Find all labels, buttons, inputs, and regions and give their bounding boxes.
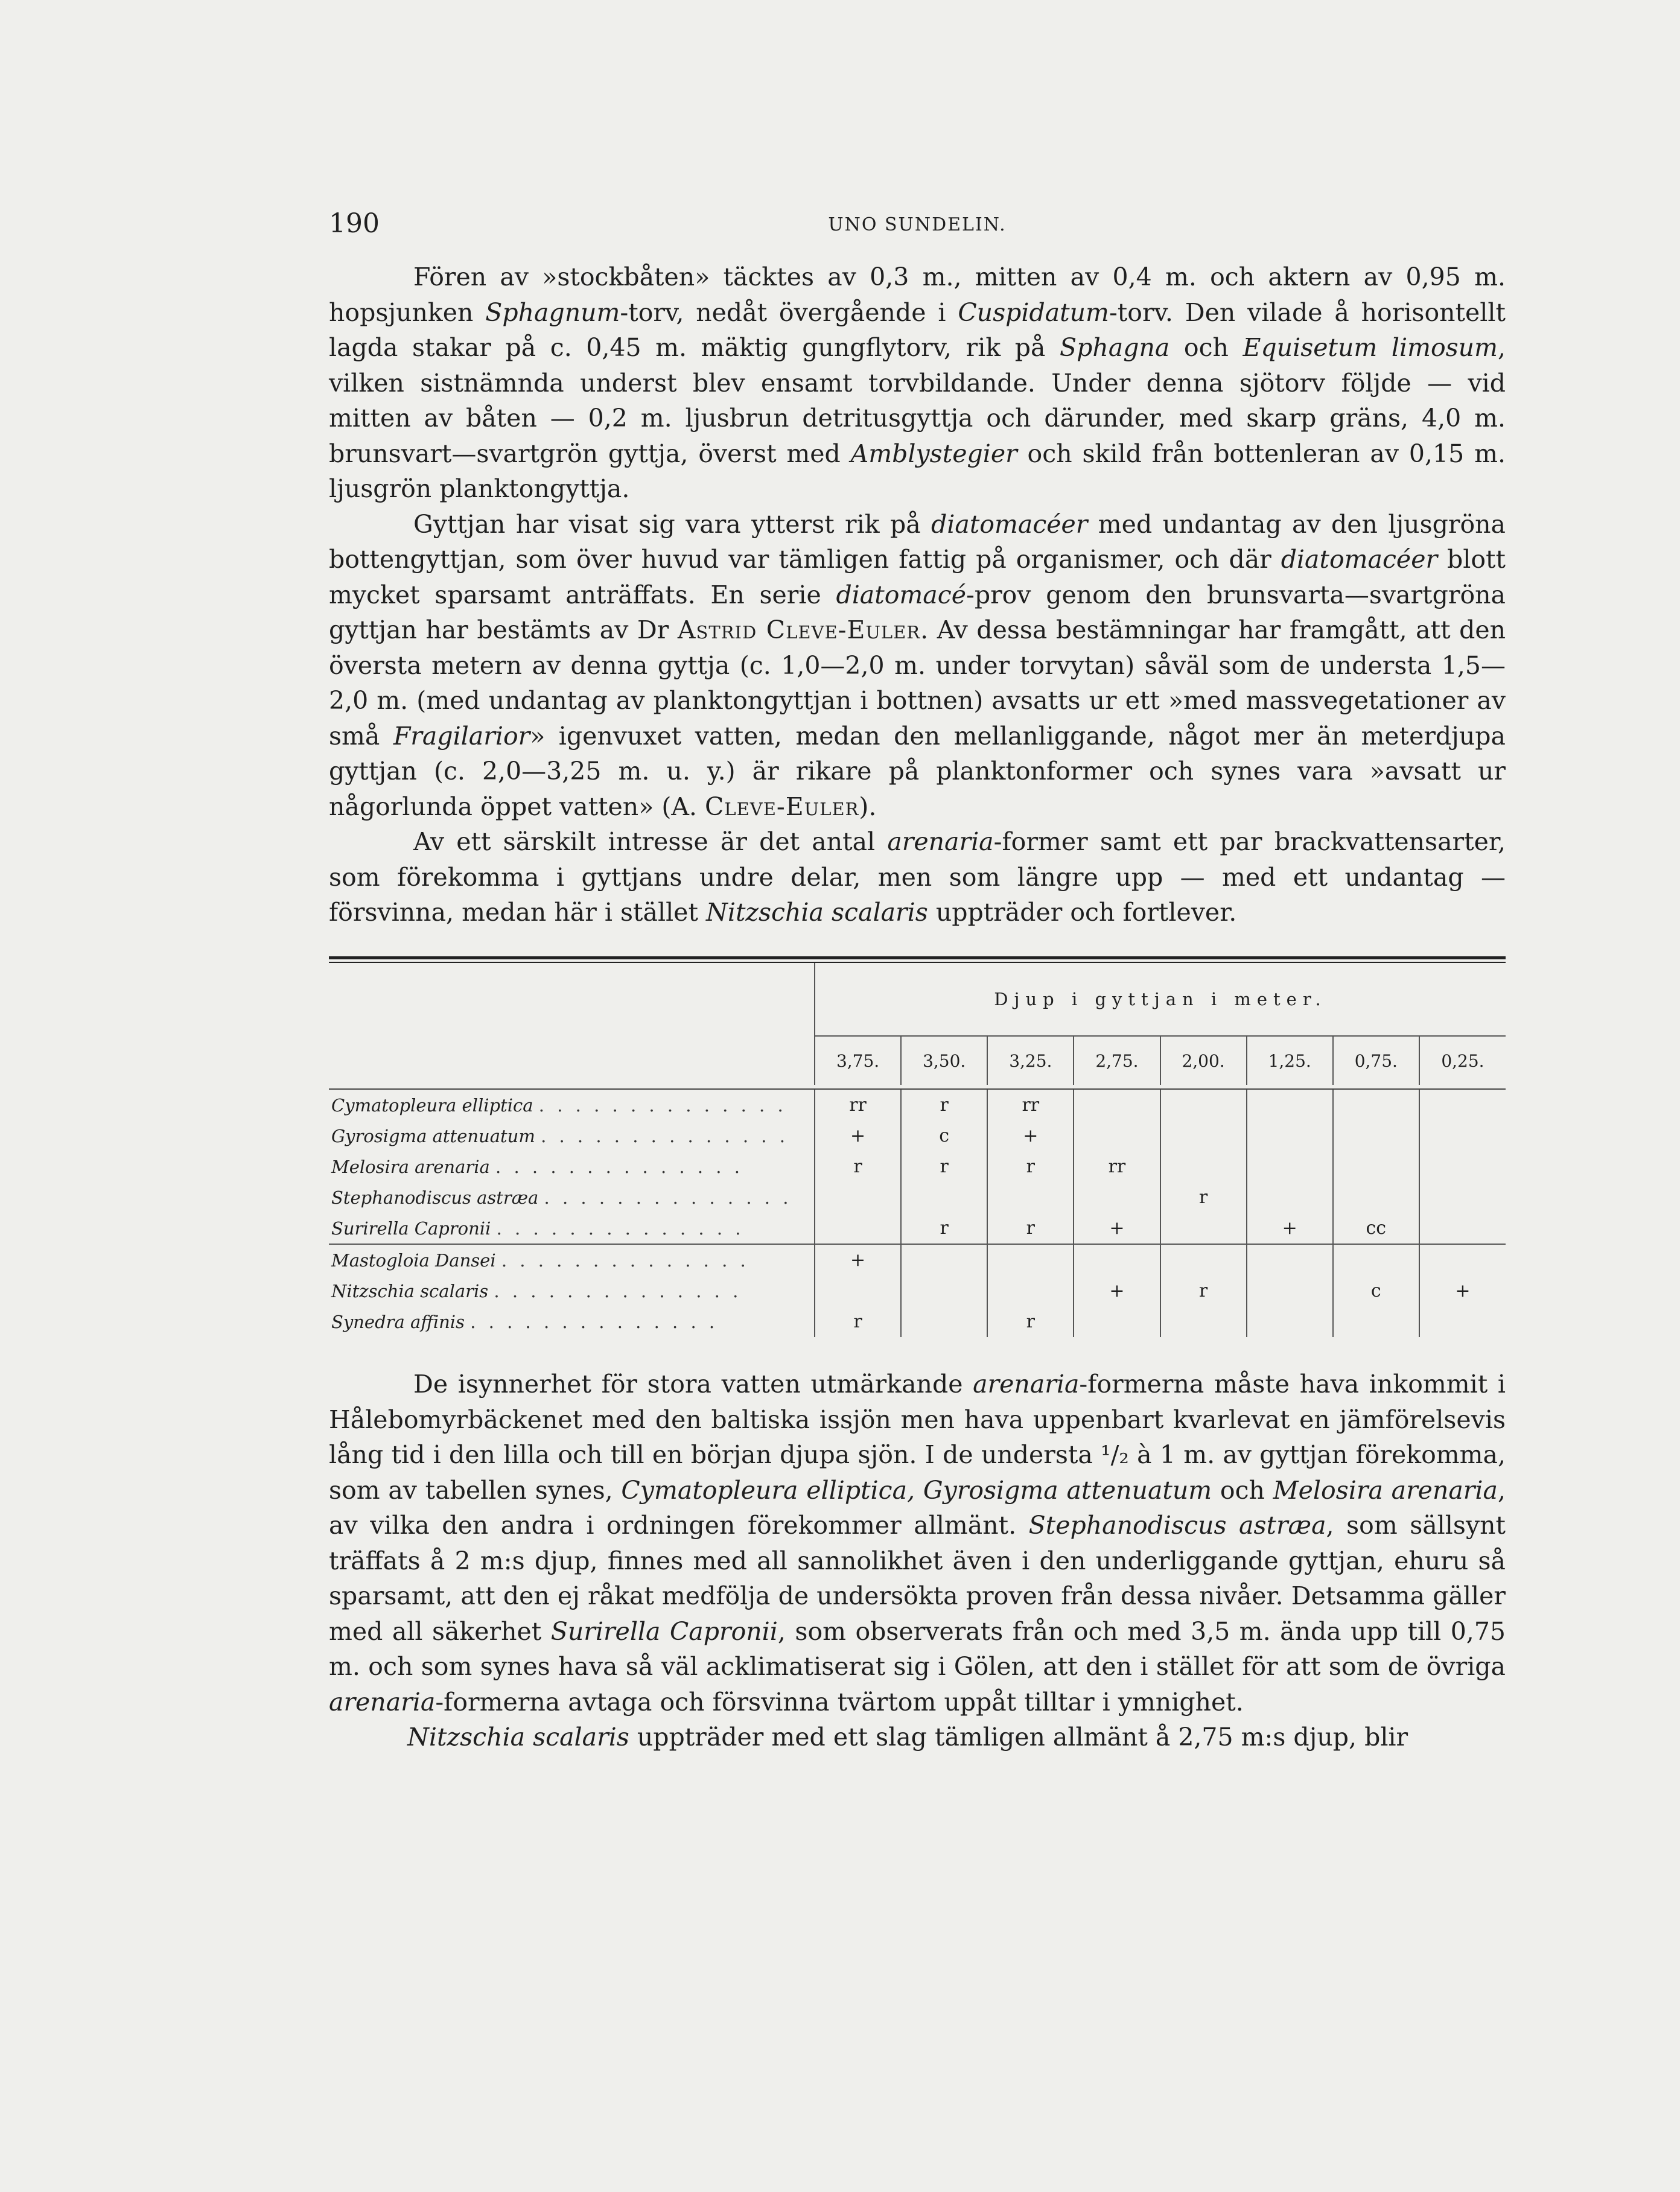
- table-cell: +: [987, 1120, 1074, 1151]
- table-cell: cc: [1333, 1213, 1419, 1244]
- table-cell: +: [815, 1120, 901, 1151]
- table-row: Stephanodiscus astræa . . . . . . . . . . . . . . r: [329, 1182, 1506, 1213]
- diatom-table: [329, 956, 1506, 1337]
- depth-header: 2,00.: [1160, 1036, 1247, 1085]
- table-cell: [1419, 1182, 1506, 1213]
- table-cell: [987, 1244, 1074, 1275]
- table-cell: [1247, 1275, 1333, 1306]
- species-name: Nitzschia scalaris: [331, 1280, 489, 1301]
- depth-title: Djup i gyttjan i meter.: [815, 963, 1506, 1036]
- table-rule-thick: [329, 956, 1506, 959]
- table-cell: [1247, 1306, 1333, 1337]
- depth-header: 3,50.: [901, 1036, 987, 1085]
- table-cell: [1247, 1120, 1333, 1151]
- paragraph-4: De isynnerhet för stora vatten utmärkande arenaria-formerna måste hava inkommit i Hålebomyrbäckenet med den baltiska issjön men hava uppenbart kvarlevat en jämförelsevis lång tid i den lilla och till en början djupa sjön. I de understa ¹/₂ à 1 m. av gyttjan förekomma, som av tabellen synes, Cymatopleura elliptica, Gyrosigma attenuatum och Melosira arenaria, av vilka den andra i ordningen förekommer allmänt. Stephanodiscus astræa, som sällsynt träffats å 2 m:s djup, finnes med all sannolikhet även i den underliggande gyttjan, ehuru så sparsamt, att den ej råkat medfölja de undersökta proven från dessa nivåer. Detsamma gäller med all säkerhet Surirella Capronii, som observerats från och med 3,5 m. ända upp till 0,75 m. och som synes hava så väl acklimatiserat sig i Gölen, att den i stället för att som de övriga arenaria-formerna avtaga och försvinna tvärtom uppåt tilltar i ymnighet.: [329, 1370, 1506, 1717]
- table-cell: [1333, 1151, 1419, 1182]
- table-cell: [1074, 1306, 1160, 1337]
- table-cell: r: [987, 1213, 1074, 1244]
- depth-header: 2,75.: [1074, 1036, 1160, 1085]
- table-cell: [1247, 1089, 1333, 1120]
- table-cell: [901, 1182, 987, 1213]
- table-cell: [1160, 1151, 1247, 1182]
- table-cell: r: [815, 1151, 901, 1182]
- table-cell: [1074, 1244, 1160, 1275]
- paragraph-5: Nitzschia scalaris uppträder med ett slag tämligen allmänt å 2,75 m:s djup, blir: [407, 1723, 1408, 1752]
- table-cell: [815, 1275, 901, 1306]
- table-row: Nitzschia scalaris . . . . . . . . . . . . . . + r c +: [329, 1275, 1506, 1306]
- depth-header: 1,25.: [1247, 1036, 1333, 1085]
- page-header: [329, 208, 1506, 244]
- table-cell: [1160, 1213, 1247, 1244]
- table-cell: +: [1419, 1275, 1506, 1306]
- table-cell: [1419, 1306, 1506, 1337]
- table-cell: +: [1074, 1213, 1160, 1244]
- depth-header: 0,75.: [1333, 1036, 1419, 1085]
- species-name: Gyrosigma attenuatum: [331, 1125, 535, 1146]
- depth-header: 0,25.: [1419, 1036, 1506, 1085]
- page-number: 190: [329, 208, 380, 239]
- table-cell: [1160, 1089, 1247, 1120]
- table-cell: r: [815, 1306, 901, 1337]
- table-cell: [1160, 1306, 1247, 1337]
- table-cell: [987, 1275, 1074, 1306]
- table-cell: [1333, 1120, 1419, 1151]
- table-cell: rr: [987, 1089, 1074, 1120]
- species-name: Melosira arenaria: [331, 1156, 490, 1177]
- table-cell: +: [1074, 1275, 1160, 1306]
- table-cell: [1419, 1244, 1506, 1275]
- body-text-lower: [329, 1367, 1506, 1755]
- table-cell: r: [987, 1151, 1074, 1182]
- table-cell: [901, 1244, 987, 1275]
- table-cell: [901, 1306, 987, 1337]
- table-cell: rr: [815, 1089, 901, 1120]
- depth-header: 3,25.: [987, 1036, 1074, 1085]
- table-cell: rr: [1074, 1151, 1160, 1182]
- table-cell: [1160, 1244, 1247, 1275]
- table-row: Melosira arenaria . . . . . . . . . . . . . . r r r rr: [329, 1151, 1506, 1182]
- diatom-depth-table: [329, 963, 1506, 1337]
- table-cell: [1333, 1306, 1419, 1337]
- table-cell: [1333, 1244, 1419, 1275]
- table-cell: [1419, 1120, 1506, 1151]
- table-cell: [1247, 1151, 1333, 1182]
- table-cell: [1074, 1089, 1160, 1120]
- table-cell: [1419, 1151, 1506, 1182]
- table-cell: r: [1160, 1182, 1247, 1213]
- table-cell: [1247, 1244, 1333, 1275]
- table-cell: [1333, 1089, 1419, 1120]
- table-row: Cymatopleura elliptica . . . . . . . . . . . . . . rr r rr: [329, 1089, 1506, 1120]
- table-cell: [1419, 1089, 1506, 1120]
- species-name: Surirella Capronii: [331, 1218, 491, 1239]
- paragraph-3: Av ett särskilt intresse är det antal arenaria-former samt ett par brackvattensarter, som förekomma i gyttjans undre delar, men som längre upp — med ett undantag — försvinna, medan här i stället Nitzschia scalaris uppträder och fortlever.: [329, 827, 1506, 927]
- depth-header-row: [329, 1036, 1506, 1085]
- table-cell: [1160, 1120, 1247, 1151]
- table-cell: +: [815, 1244, 901, 1275]
- table-cell: r: [1160, 1275, 1247, 1306]
- table-cell: [815, 1213, 901, 1244]
- table-cell: r: [901, 1213, 987, 1244]
- species-name: Stephanodiscus astræa: [331, 1187, 539, 1208]
- table-cell: [1419, 1213, 1506, 1244]
- table-cell: [1074, 1120, 1160, 1151]
- table-cell: r: [901, 1089, 987, 1120]
- body-text-upper: [329, 259, 1506, 930]
- species-name: Synedra affinis: [331, 1311, 465, 1332]
- table-cell: [815, 1182, 901, 1213]
- table-cell: [1333, 1182, 1419, 1213]
- species-name: Cymatopleura elliptica: [331, 1094, 533, 1116]
- table-cell: [901, 1275, 987, 1306]
- table-cell: +: [1247, 1213, 1333, 1244]
- table-row: Synedra affinis . . . . . . . . . . . . . . r r: [329, 1306, 1506, 1337]
- table-cell: [1247, 1182, 1333, 1213]
- table-title-row: [329, 963, 1506, 1036]
- table-cell: [987, 1182, 1074, 1213]
- table-cell: [1074, 1182, 1160, 1213]
- species-name: Mastogloia Dansei: [331, 1250, 496, 1271]
- paragraph-1: Fören av »stockbåten» täcktes av 0,3 m., mitten av 0,4 m. och aktern av 0,95 m. hopsjunken Sphagnum-torv, nedåt övergående i Cuspidatum-torv. Den vilade å horisontellt lagda stakar på c. 0,45 m. mäktig gungflytorv, rik på Sphagna och Equisetum limosum, vilken sistnämnda underst blev ensamt torvbildande. Under denna sjötorv följde — vid mitten av båten — 0,2 m. ljusbrun detritusgyttja och därunder, med skarp gräns, 4,0 m. brunsvart—svartgrön gyttja, överst med Amblystegier och skild från bottenleran av 0,15 m. ljusgrön planktongyttja.: [329, 262, 1506, 503]
- table-row: Gyrosigma attenuatum . . . . . . . . . . . . . . + c +: [329, 1120, 1506, 1151]
- table-cell: r: [901, 1151, 987, 1182]
- table-cell: c: [901, 1120, 987, 1151]
- running-head: UNO SUNDELIN.: [828, 214, 1007, 235]
- table-cell: r: [987, 1306, 1074, 1337]
- table-row: Mastogloia Dansei . . . . . . . . . . . . . . +: [329, 1244, 1506, 1275]
- table-row: Surirella Capronii . . . . . . . . . . . . . . r r + + cc: [329, 1213, 1506, 1244]
- paragraph-2: Gyttjan har visat sig vara ytterst rik på diatomacéer med undantag av den ljusgröna bottengyttjan, som över huvud var tämligen fattig på organismer, och där diatomacéer blott mycket sparsamt anträffats. En serie diatomacé-prov genom den brunsvarta—svartgröna gyttjan har bestämts av Dr Astrid Cleve-Euler. Av dessa bestämningar har framgått, att den översta metern av denna gyttja (c. 1,0—2,0 m. under torvytan) såväl som de understa 1,5—2,0 m. (med undantag av planktongyttjan i bottnen) avsatts ur ett »med massvegetationer av små Fragilarior» igenvuxet vatten, medan den mellanliggande, något mer än meterdjupa gyttjan (c. 2,0—3,25 m. u. y.) är rikare på planktonformer och synes vara »avsatt ur någorlunda öppet vatten» (A. Cleve-Euler).: [329, 509, 1506, 821]
- depth-header: 3,75.: [815, 1036, 901, 1085]
- table-cell: c: [1333, 1275, 1419, 1306]
